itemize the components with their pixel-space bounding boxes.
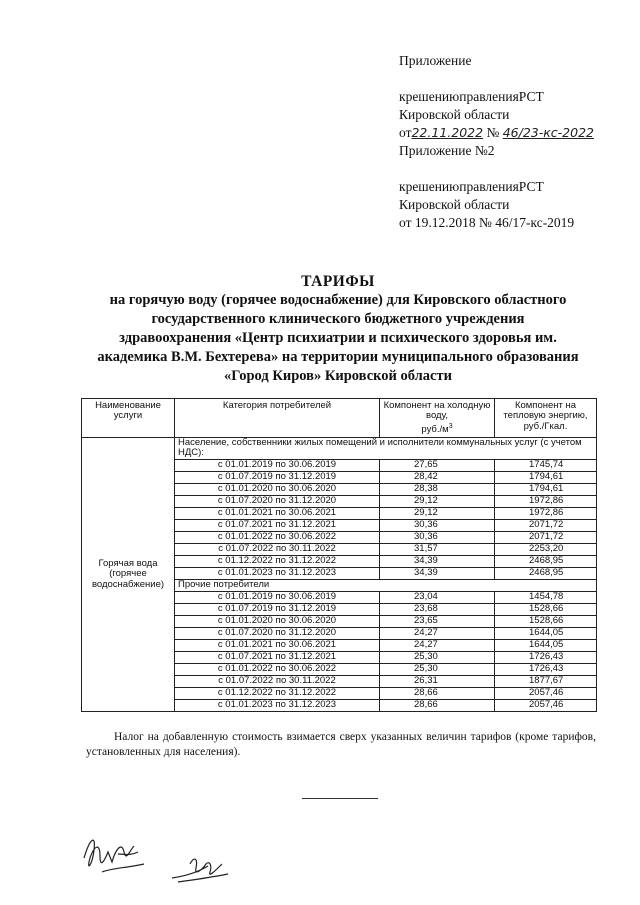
group-row (82, 438, 597, 460)
period-cell: с 01.07.2021 по 31.12.2021 (175, 519, 380, 531)
title-line-4: академика В.М. Бехтерева» на территории муниципального образования (97, 349, 579, 365)
period-cell: с 01.01.2020 по 30.06.2020 (175, 483, 380, 495)
heat-energy-cell: 1528,66 (495, 615, 597, 627)
cold-water-cell: 24,27 (380, 627, 495, 639)
heat-energy-cell: 2057,46 (495, 699, 597, 711)
number-sign: № (486, 125, 500, 140)
heat-energy-cell: 1877,67 (495, 675, 597, 687)
cold-water-cell: 23,65 (380, 615, 495, 627)
period-cell: с 01.07.2020 по 31.12.2020 (175, 627, 380, 639)
heat-energy-cell: 1454,78 (495, 591, 597, 603)
period-cell: с 01.01.2021 по 30.06.2021 (175, 639, 380, 651)
signature-rule (302, 798, 378, 799)
period-cell: с 01.07.2019 по 31.12.2019 (175, 471, 380, 483)
heat-energy-cell: 2253,20 (495, 543, 597, 555)
period-cell: с 01.12.2022 по 31.12.2022 (175, 687, 380, 699)
title-line-3: здравоохранения «Центр психиатрии и психического здоровья им. (119, 330, 557, 346)
region-line: Кировской области (399, 107, 510, 122)
title-line-1: на горячую воду (горячее водоснабжение) для Кировского областного (109, 292, 567, 308)
period-cell: с 01.07.2019 по 31.12.2019 (175, 603, 380, 615)
cold-water-cell: 26,31 (380, 675, 495, 687)
cold-water-cell: 30,36 (380, 519, 495, 531)
cold-water-cell: 30,36 (380, 531, 495, 543)
decision-word-1: решению (405, 89, 460, 104)
cold-water-cell: 28,66 (380, 699, 495, 711)
period-cell: с 01.07.2021 по 31.12.2021 (175, 651, 380, 663)
title-line-5: «Город Киров» Кировской области (224, 368, 452, 384)
decision-word-0: к (399, 89, 406, 104)
date-number-line (399, 124, 594, 142)
title-line-2: государственного клинического бюджетного учреждения (151, 311, 525, 327)
cold-water-cell: 31,57 (380, 543, 495, 555)
period-cell: с 01.01.2021 по 30.06.2021 (175, 507, 380, 519)
handwritten-number: 46/23-кс-2022 (502, 125, 594, 140)
tariffs-title (70, 272, 606, 386)
period-cell: с 01.01.2020 по 30.06.2020 (175, 615, 380, 627)
from-label: от (399, 125, 412, 140)
cold-water-cell: 23,04 (380, 591, 495, 603)
heat-energy-cell: 1726,43 (495, 651, 597, 663)
signature-2-icon (168, 848, 238, 888)
decision-line (399, 88, 589, 106)
period-cell: с 01.01.2023 по 31.12.2023 (175, 699, 380, 711)
appendix2-title: Приложение №2 (399, 143, 495, 158)
period-cell: с 01.07.2022 по 30.11.2022 (175, 675, 380, 687)
period-cell: с 01.01.2019 по 30.06.2019 (175, 591, 380, 603)
table-header-row (82, 399, 597, 438)
cold-water-cell: 34,39 (380, 567, 495, 579)
header-heat-energy: Компонент на тепловую энергию, руб./Гкал. (495, 399, 597, 438)
period-cell: с 01.01.2022 по 30.06.2022 (175, 663, 380, 675)
vat-note: Налог на добавленную стоимость взимается сверх указанных величин тарифов (кроме тарифов, установленных для населения). (86, 731, 596, 758)
heat-energy-cell: 2057,46 (495, 687, 597, 699)
period-cell: с 01.01.2019 по 30.06.2019 (175, 459, 380, 471)
handwritten-date: 22.11.2022 (411, 125, 484, 140)
decision2-word-2: правления (459, 179, 519, 194)
signature-1-icon (78, 828, 158, 880)
appendix-header (399, 52, 594, 142)
period-cell: с 01.01.2022 по 30.06.2022 (175, 531, 380, 543)
heat-energy-cell: 1528,66 (495, 603, 597, 615)
heat-energy-cell: 1745,74 (495, 459, 597, 471)
appendix2-header (399, 142, 589, 232)
heat-energy-cell: 1644,05 (495, 639, 597, 651)
cold-water-cell: 23,68 (380, 603, 495, 615)
region2-line: Кировской области (399, 197, 510, 212)
cold-water-cell: 28,38 (380, 483, 495, 495)
decision2-word-1: решению (405, 179, 460, 194)
heat-energy-cell: 1972,86 (495, 495, 597, 507)
heat-energy-cell: 1726,43 (495, 663, 597, 675)
consumer-group-label: Население, собственники жилых помещений и исполнители коммунальных услуг (с учетом НДС): (175, 438, 597, 460)
period-cell: с 01.07.2020 по 31.12.2020 (175, 495, 380, 507)
heat-energy-cell: 2468,95 (495, 567, 597, 579)
period-cell: с 01.07.2022 по 30.11.2022 (175, 543, 380, 555)
heat-energy-cell: 1972,86 (495, 507, 597, 519)
header-cold-water: Компонент на холодную воду, $руб./м^3$ (380, 399, 495, 438)
cold-water-cell: 28,66 (380, 687, 495, 699)
tariffs-heading: ТАРИФЫ (301, 273, 375, 290)
header-service: Наименование услуги (82, 399, 175, 438)
heat-energy-cell: 2071,72 (495, 531, 597, 543)
appendix-title: Приложение (399, 53, 472, 68)
cold-water-cell: 29,12 (380, 507, 495, 519)
heat-energy-cell: 2468,95 (495, 555, 597, 567)
decision-word-3: РСТ (518, 89, 544, 104)
heat-energy-cell: 1794,61 (495, 483, 597, 495)
decision-word-2: правления (459, 89, 519, 104)
period-cell: с 01.01.2023 по 31.12.2023 (175, 567, 380, 579)
heat-energy-cell: 2071,72 (495, 519, 597, 531)
header-category: Категория потребителей (175, 399, 380, 438)
decision2-word-0: к (399, 179, 406, 194)
cold-water-cell: 24,27 (380, 639, 495, 651)
decision2-word-3: РСТ (518, 179, 544, 194)
cold-water-cell: 25,30 (380, 651, 495, 663)
date-number2-line: от 19.12.2018 № 46/17-кс-2019 (399, 215, 575, 230)
decision2-line (399, 178, 589, 196)
cold-water-cell: 29,12 (380, 495, 495, 507)
cold-water-cell: 27,65 (380, 459, 495, 471)
service-name-cell: Горячая вода (горячее водоснабжение) (82, 438, 175, 712)
heat-energy-cell: 1644,05 (495, 627, 597, 639)
tariff-table (81, 398, 597, 712)
heat-energy-cell: 1794,61 (495, 471, 597, 483)
cold-water-cell: 34,39 (380, 555, 495, 567)
period-cell: с 01.12.2022 по 31.12.2022 (175, 555, 380, 567)
table-body (82, 438, 597, 712)
cold-water-cell: 25,30 (380, 663, 495, 675)
cold-water-cell: 28,42 (380, 471, 495, 483)
consumer-group-label: Прочие потребители (175, 579, 597, 591)
